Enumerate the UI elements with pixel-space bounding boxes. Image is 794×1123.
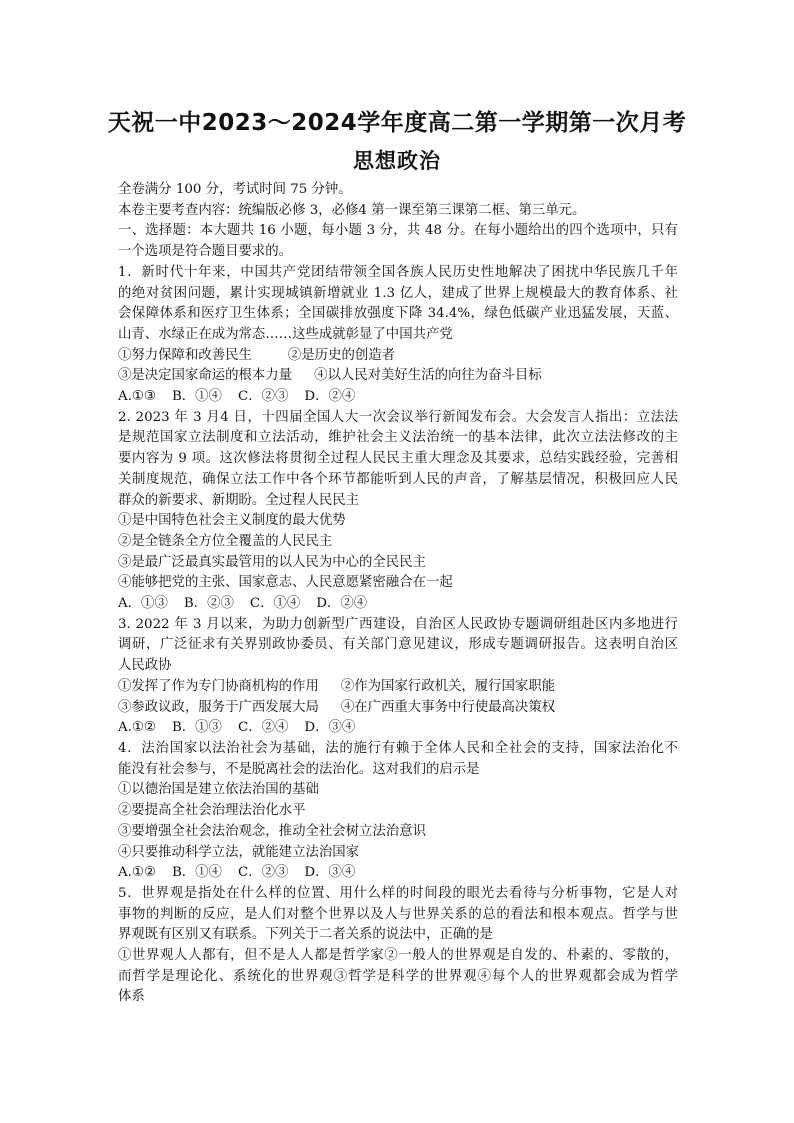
question-2-stem: 要内容为 9 项。这次修法将贯彻全过程人民民主重大理念及其要求，总结实践经验，完善相 xyxy=(118,451,678,467)
exam-title: 天祝一中2023～2024学年度高二第一学期第一次月考 xyxy=(107,110,687,136)
answer-b: B．①④ xyxy=(171,389,222,405)
question-4-answers xyxy=(118,863,678,884)
option-4: ④以人民对美好生活的向往为奋斗目标 xyxy=(314,368,542,384)
question-5-stem: 体系 xyxy=(118,989,145,1005)
question-2-stem: 是规范国家立法制度和立法活动，维护社会主义法治统一的基本法律，此次立法法修改的主 xyxy=(118,430,678,446)
option-1: ①努力保障和改善民生 xyxy=(118,347,252,363)
question-4-option: ③要增强全社会法治观念，推动全社会树立法治意识 xyxy=(118,823,426,839)
question-1-stem: 会保障体系和医疗卫生体系；全国碳排放强度下降 34.4%，绿色低碳产业迅猛发展，天蓝、 xyxy=(118,306,678,322)
answer-c: C．①④ xyxy=(249,596,301,612)
question-1-options xyxy=(118,366,678,387)
question-3-options xyxy=(118,698,678,719)
answer-b: B．①④ xyxy=(171,865,222,881)
answer-c: C．②③ xyxy=(237,865,289,881)
intro-line: 全卷满分 100 分，考试时间 75 分钟。 xyxy=(118,182,352,197)
answer-c: C．②③ xyxy=(237,389,289,405)
answer-d: D．②④ xyxy=(316,596,368,612)
question-3-stem: 人民政协 xyxy=(118,658,172,674)
intro-line: 本卷主要考查内容：统编版必修 3，必修4 第一课至第三课第二框、第三单元。 xyxy=(118,202,586,218)
question-1-stem: 的绝对贫困问题，累计实现城镇新增就业 1.3 亿人，建成了世界上规模最大的教育体系、社 xyxy=(118,285,678,301)
question-2-answers xyxy=(118,594,678,615)
question-1-stem: 1．新时代十年来，中国共产党团结带领全国各族人民历史性地解决了困扰中华民族几千年 xyxy=(118,264,678,280)
question-5-stem: 事物的判断的反应，是人们对整个世界以及人与世界关系的总的看法和根本观点。哲学与世 xyxy=(118,906,678,922)
question-3-answers xyxy=(118,718,678,739)
section-header: 一个选项是符合题目要求的。 xyxy=(118,244,293,260)
question-5-stem: 界观既有区别又有联系。下列关于二者关系的说法中，正确的是 xyxy=(118,927,493,943)
answer-a: A.①② xyxy=(118,865,156,881)
exam-content xyxy=(118,180,678,1008)
answer-a: A．①③ xyxy=(118,596,168,612)
question-2-stem: 群众的新要求、新期盼。全过程人民民主 xyxy=(118,492,360,508)
question-4-option: ②要提高全社会治理法治化水平 xyxy=(118,803,306,819)
option-3: ③参政议政，服务于广西发展大局 xyxy=(118,699,319,715)
section-header: 一、选择题：本大题共 16 小题，每小题 3 分，共 48 分。在每小题给出的四个选项中，只有 xyxy=(118,223,678,239)
answer-d: D．③④ xyxy=(304,865,356,881)
question-4-option: ④只要推动科学立法，就能建立法治国家 xyxy=(118,844,360,860)
answer-d: D．②④ xyxy=(304,389,356,405)
answer-c: C．②④ xyxy=(237,720,289,736)
question-5-stem: 而哲学是理论化、系统化的世界观③哲学是科学的世界观④每个人的世界观都会成为哲学 xyxy=(118,968,678,984)
question-4-stem: 4．法治国家以法治社会为基础，法的施行有赖于全体人民和全社会的支持，国家法治化不 xyxy=(118,740,678,756)
answer-b: B．②③ xyxy=(183,596,234,612)
question-5-stem: 5．世界观是指处在什么样的位置、用什么样的时间段的眼光去看待与分析事物，它是人对 xyxy=(118,885,678,901)
question-5-stem: ①世界观人人都有，但不是人人都是哲学家②一般人的世界观是自发的、朴素的、零散的， xyxy=(118,948,678,964)
subject-title: 思想政治 xyxy=(353,149,441,173)
question-3-stem: 调研，广泛征求有关界别政协委员、有关部门意见建议，形成专题调研报告。这表明自治区 xyxy=(118,637,678,653)
answer-a: A.①② xyxy=(118,720,156,736)
question-1-options xyxy=(118,346,678,367)
question-2-option: ②是全链条全方位全覆盖的人民民主 xyxy=(118,533,333,549)
answer-d: D．③④ xyxy=(304,720,356,736)
question-4-option: ①以德治国是建立依法治国的基础 xyxy=(118,782,319,798)
answer-b: B．①③ xyxy=(171,720,222,736)
option-4: ④在广西重大事务中行使最高决策权 xyxy=(340,699,556,715)
question-1-answers xyxy=(118,387,678,408)
question-2-stem: 2. 2023 年 3 月4 日，十四届全国人大一次会议举行新闻发布会。大会发言人指出：立法法 xyxy=(118,409,678,425)
question-2-stem: 关制度规范，确保立法工作中各个环节都能听到人民的声音，了解基层情况，积极回应人民 xyxy=(118,471,678,487)
question-3-stem: 3. 2022 年 3 月以来，为助力创新型广西建设，自治区人民政协专题调研组赴区内多地进行 xyxy=(118,616,678,632)
question-2-option: ①是中国特色社会主义制度的最大优势 xyxy=(118,513,346,529)
question-2-option: ④能够把党的主张、国家意志、人民意愿紧密融合在一起 xyxy=(118,575,453,591)
question-2-option: ③是最广泛最真实最管用的以人民为中心的全民民主 xyxy=(118,554,426,570)
option-1: ①发挥了作为专门协商机构的作用 xyxy=(118,678,319,694)
option-3: ③是决定国家命运的根本力量 xyxy=(118,368,293,384)
question-4-stem: 能没有社会参与，不是脱离社会的法治化。这对我们的启示是 xyxy=(118,761,480,777)
option-2: ②是历史的创造者 xyxy=(287,347,396,363)
question-1-stem: 山青、水绿正在成为常态……这些成就彰显了中国共产党 xyxy=(118,326,453,342)
question-3-options xyxy=(118,677,678,698)
answer-a: A.①③ xyxy=(118,389,156,405)
option-2: ②作为国家行政机关，履行国家职能 xyxy=(340,678,556,694)
